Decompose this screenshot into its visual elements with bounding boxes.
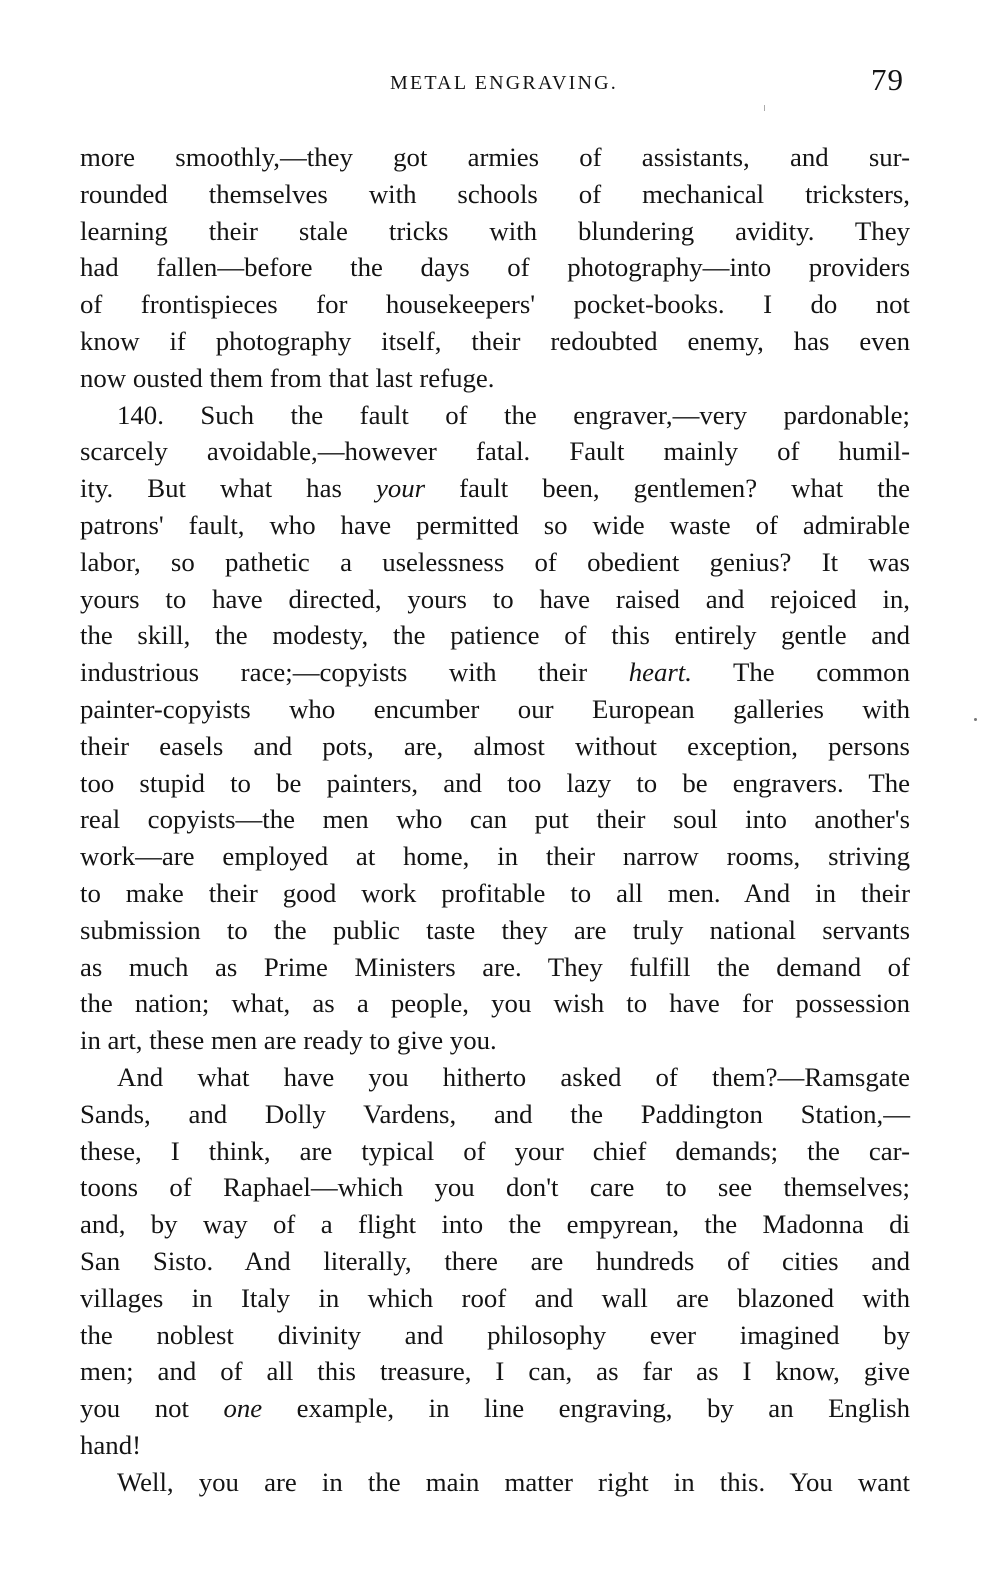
margin-mark xyxy=(764,105,765,111)
italic-word: your xyxy=(375,473,426,504)
text-line: to make their good work profitable to all men. And in their xyxy=(80,877,910,908)
text-line: toons of Raphael—which you don't care to see themselves; xyxy=(80,1172,910,1203)
text-line: rounded themselves with schools of mechanical tricksters, xyxy=(80,178,910,209)
text-line: in art, these men are ready to give you. xyxy=(80,1025,497,1056)
text-line: know if photography itself, their redoubted enemy, has even xyxy=(80,325,910,356)
text-span: ity. But what has xyxy=(80,473,376,504)
text-line: Sands, and Dolly Vardens, and the Paddington Station,— xyxy=(80,1098,910,1129)
text-line: the nation; what, as a people, you wish to have for possession xyxy=(80,988,910,1019)
text-line: the skill, the modesty, the patience of this entirely gentle and xyxy=(80,620,910,651)
text-line: villages in Italy in which roof and wall are blazoned with xyxy=(80,1282,910,1313)
running-head xyxy=(80,62,910,102)
text-span: you not xyxy=(80,1393,224,1424)
text-line: and, by way of a flight into the empyrean, the Madonna di xyxy=(80,1209,910,1240)
text-line: patrons' fault, who have permitted so wide waste of admirable xyxy=(80,509,910,540)
page-number: 79 xyxy=(871,62,904,97)
text-span: example, in line engraving, by an English xyxy=(262,1393,910,1424)
text-line: work—are employed at home, in their narrow rooms, striving xyxy=(80,841,910,872)
text-line: learning their stale tricks with blundering avidity. They xyxy=(80,215,910,246)
text-line: now ousted them from that last refuge. xyxy=(80,362,495,393)
text-span: industrious race;—copyists with their xyxy=(80,657,629,688)
italic-word: heart. xyxy=(628,657,692,688)
text-line: Well, you are in the main matter right in this. You want xyxy=(117,1466,910,1497)
text-line: San Sisto. And literally, there are hundreds of cities and xyxy=(80,1245,910,1276)
text-line: too stupid to be painters, and too lazy to be engravers. The xyxy=(80,767,910,798)
text-line: painter-copyists who encumber our European galleries with xyxy=(80,693,910,724)
text-line: had fallen—before the days of photography—into providers xyxy=(80,252,910,283)
text-line xyxy=(80,654,910,691)
text-line: of frontispieces for housekeepers' pocket-books. I do not xyxy=(80,289,910,320)
text-line: as much as Prime Ministers are. They fulfill the demand of xyxy=(80,951,910,982)
text-line: men; and of all this treasure, I can, as far as I know, give xyxy=(80,1356,910,1387)
text-line: submission to the public taste they are truly national servants xyxy=(80,914,910,945)
body-text xyxy=(80,139,910,1500)
text-line: the noblest divinity and philosophy ever imagined by xyxy=(80,1319,910,1350)
margin-mark xyxy=(974,718,977,721)
text-line: labor, so pathetic a uselessness of obedient genius? It was xyxy=(80,546,910,577)
italic-word: one xyxy=(223,1393,263,1424)
text-span: The common xyxy=(691,657,910,688)
text-line: hand! xyxy=(80,1429,142,1460)
text-line xyxy=(80,470,910,507)
text-line: more smoothly,—they got armies of assistants, and sur- xyxy=(80,142,910,172)
text-line xyxy=(80,1390,910,1427)
running-title: METAL ENGRAVING. xyxy=(389,72,619,94)
text-line: their easels and pots, are, almost without exception, persons xyxy=(80,730,910,761)
text-span: fault been, gentlemen? what the xyxy=(425,473,911,504)
text-line: yours to have directed, yours to have raised and rejoiced in, xyxy=(80,583,910,614)
text-line: real copyists—the men who can put their soul into another's xyxy=(80,804,910,835)
text-line: scarcely avoidable,—however fatal. Fault mainly of humil- xyxy=(80,436,910,467)
text-line: 140. Such the fault of the engraver,—very pardonable; xyxy=(117,399,910,430)
text-line: And what have you hitherto asked of them?—Ramsgate xyxy=(117,1061,910,1092)
text-line: these, I think, are typical of your chief demands; the car- xyxy=(80,1135,910,1166)
